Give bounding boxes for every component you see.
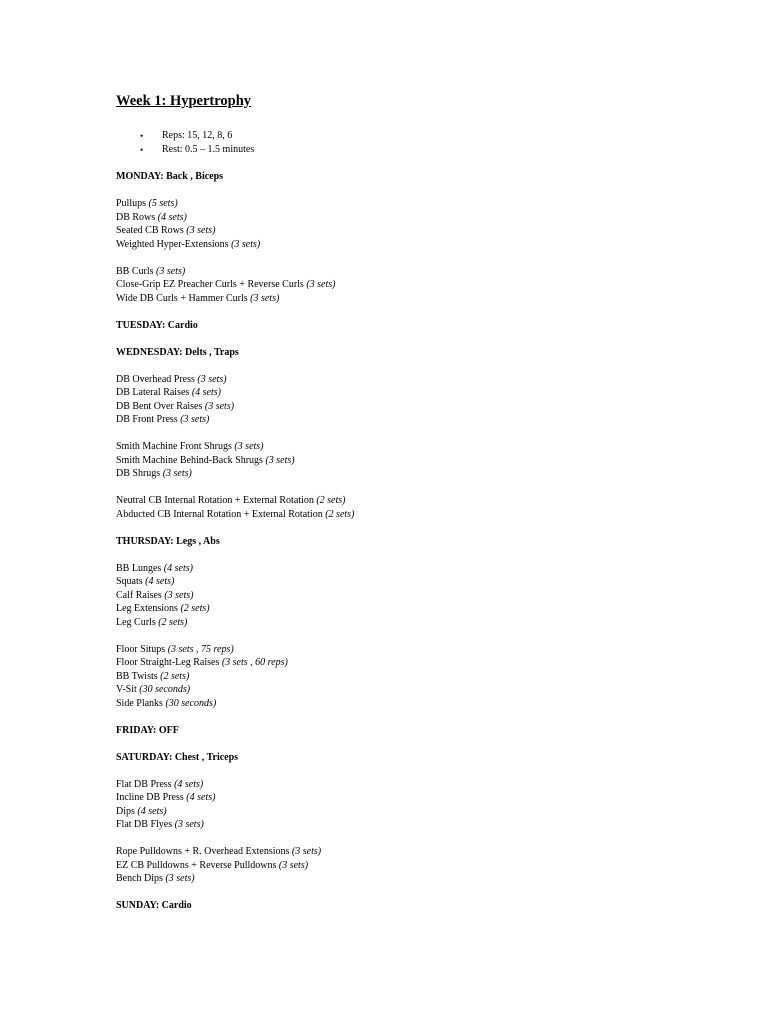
exercise-sets: (3 sets): [174, 819, 204, 830]
day-section: [116, 899, 736, 913]
exercise-row: [116, 224, 736, 238]
exercise-group: [116, 265, 736, 306]
exercise-sets: (30 seconds): [165, 697, 217, 709]
exercise-row: [116, 413, 736, 427]
exercise-name: Pullups: [116, 198, 147, 209]
day-heading: FRIDAY: OFF: [116, 724, 179, 736]
exercise-name: BB Curls: [116, 265, 154, 277]
exercise-row: [116, 616, 736, 630]
exercise-name: Side Planks: [116, 697, 163, 709]
exercise-sets: (4 sets): [174, 778, 204, 790]
day-section: [116, 724, 736, 738]
exercise-row: [116, 386, 736, 400]
summary-item-rest: [116, 143, 736, 157]
summary-text: Reps: 15, 12, 8, 6: [162, 130, 233, 141]
exercise-row: [116, 778, 736, 792]
document-page: [116, 93, 736, 926]
exercise-sets: (4 sets): [191, 387, 221, 398]
exercise-name: Weighted Hyper-Extensions: [116, 238, 229, 250]
exercise-name: Neutral CB Internal Rotation + External Rotation: [116, 495, 314, 506]
exercise-row: [116, 845, 736, 859]
day-section: [116, 170, 736, 305]
exercise-group: [116, 494, 736, 521]
exercise-name: Bench Dips: [116, 873, 163, 884]
exercise-group: [116, 643, 736, 711]
exercise-group: [116, 373, 736, 427]
exercise-sets: (3 sets): [278, 859, 309, 871]
exercise-sets: (2 sets): [158, 616, 188, 628]
exercise-name: EZ CB Pulldowns + Reverse Pulldowns: [116, 859, 277, 871]
exercise-row: [116, 589, 736, 603]
day-section: [116, 346, 736, 522]
exercise-group: [116, 197, 736, 251]
bullet-icon: •: [140, 131, 144, 141]
exercise-row: [116, 697, 736, 711]
exercise-row: [116, 508, 736, 522]
exercise-name: Flat DB Flyes: [116, 819, 173, 830]
day-heading: THURSDAY: Legs , Abs: [116, 535, 220, 547]
exercise-sets: (30 seconds): [139, 684, 191, 695]
day-heading: SUNDAY: Cardio: [116, 900, 192, 911]
exercise-row: [116, 292, 736, 306]
exercise-name: Squats: [116, 576, 143, 587]
weekly-schedule: [116, 170, 736, 913]
exercise-name: Close-Grip EZ Preacher Curls + Reverse Curls: [116, 279, 304, 290]
exercise-row: [116, 670, 736, 684]
exercise-group: [116, 845, 736, 886]
exercise-name: Smith Machine Front Shrugs: [116, 441, 232, 452]
exercise-sets: (3 sets): [180, 414, 210, 425]
exercise-row: [116, 656, 736, 670]
exercise-row: [116, 494, 736, 508]
exercise-sets: (3 sets): [186, 225, 216, 236]
exercise-sets: (3 sets): [234, 441, 264, 452]
exercise-sets: (2 sets): [160, 670, 190, 682]
exercise-sets: (3 sets): [162, 468, 192, 479]
day-section: [116, 319, 736, 333]
exercise-row: [116, 454, 736, 468]
exercise-sets: (3 sets): [291, 846, 322, 857]
exercise-name: Rope Pulldowns + R. Overhead Extensions: [116, 846, 290, 857]
exercise-row: [116, 265, 736, 279]
exercise-row: [116, 643, 736, 657]
exercise-sets: (3 sets , 60 reps): [221, 657, 288, 668]
exercise-sets: (4 sets): [186, 792, 216, 803]
exercise-name: DB Overhead Press: [116, 373, 195, 385]
bullet-icon: •: [140, 145, 144, 155]
exercise-row: [116, 575, 736, 589]
exercise-name: Abducted CB Internal Rotation + External Rotation: [116, 508, 323, 520]
exercise-sets: (5 sets): [148, 198, 178, 209]
day-heading: TUESDAY: Cardio: [116, 319, 198, 331]
exercise-row: [116, 467, 736, 481]
day-section: [116, 751, 736, 886]
summary-text: Rest: 0.5 – 1.5 minutes: [162, 144, 255, 155]
exercise-row: [116, 872, 736, 886]
exercise-sets: (2 sets): [325, 508, 355, 520]
summary-item-reps: [116, 129, 736, 143]
exercise-name: Floor Situps: [116, 643, 166, 655]
exercise-row: [116, 818, 736, 832]
exercise-name: Calf Raises: [116, 589, 162, 601]
exercise-sets: (3 sets): [250, 292, 280, 304]
exercise-name: DB Lateral Raises: [116, 387, 190, 398]
exercise-name: Smith Machine Behind-Back Shrugs: [116, 454, 263, 466]
exercise-sets: (3 sets): [306, 279, 336, 290]
exercise-sets: (3 sets): [197, 373, 227, 385]
exercise-sets: (3 sets): [231, 238, 261, 250]
exercise-name: Dips: [116, 805, 135, 817]
exercise-row: [116, 805, 736, 819]
exercise-row: [116, 683, 736, 697]
exercise-sets: (4 sets): [163, 562, 193, 574]
exercise-name: Incline DB Press: [116, 792, 184, 803]
exercise-row: [116, 440, 736, 454]
exercise-row: [116, 211, 736, 225]
exercise-row: [116, 791, 736, 805]
exercise-name: DB Bent Over Raises: [116, 400, 203, 412]
day-heading: SATURDAY: Chest , Triceps: [116, 751, 239, 763]
exercise-row: [116, 238, 736, 252]
exercise-name: Leg Extensions: [116, 603, 178, 614]
exercise-name: Floor Straight-Leg Raises: [116, 657, 220, 668]
exercise-name: Wide DB Curls + Hammer Curls: [116, 292, 248, 304]
exercise-sets: (2 sets): [316, 495, 346, 506]
exercise-sets: (4 sets): [157, 211, 187, 223]
exercise-sets: (2 sets): [180, 603, 210, 614]
exercise-name: V-Sit: [116, 684, 137, 695]
exercise-sets: (3 sets): [156, 265, 186, 277]
exercise-group: [116, 440, 736, 481]
summary-list: [116, 129, 736, 157]
exercise-sets: (3 sets): [164, 589, 194, 601]
exercise-name: DB Rows: [116, 211, 156, 223]
exercise-sets: (4 sets): [137, 805, 167, 817]
exercise-row: [116, 278, 736, 292]
exercise-sets: (3 sets): [165, 873, 195, 884]
exercise-name: Seated CB Rows: [116, 225, 184, 236]
exercise-row: [116, 400, 736, 414]
day-heading: MONDAY: Back , Biceps: [116, 171, 224, 182]
exercise-sets: (3 sets): [265, 454, 295, 466]
exercise-row: [116, 562, 736, 576]
exercise-name: BB Lunges: [116, 562, 162, 574]
exercise-group: [116, 778, 736, 832]
exercise-name: Leg Curls: [116, 616, 156, 628]
exercise-sets: (3 sets , 75 reps): [167, 643, 234, 655]
exercise-row: [116, 859, 736, 873]
exercise-sets: (4 sets): [145, 576, 175, 587]
exercise-group: [116, 562, 736, 630]
exercise-row: [116, 373, 736, 387]
exercise-name: DB Front Press: [116, 414, 178, 425]
day-heading: WEDNESDAY: Delts , Traps: [116, 346, 239, 358]
day-section: [116, 535, 736, 711]
page-title: Week 1: Hypertrophy: [116, 93, 252, 109]
exercise-sets: (3 sets): [204, 400, 235, 412]
exercise-row: [116, 197, 736, 211]
exercise-name: DB Shrugs: [116, 468, 161, 479]
exercise-row: [116, 602, 736, 616]
exercise-name: Flat DB Press: [116, 778, 172, 790]
exercise-name: BB Twists: [116, 670, 158, 682]
